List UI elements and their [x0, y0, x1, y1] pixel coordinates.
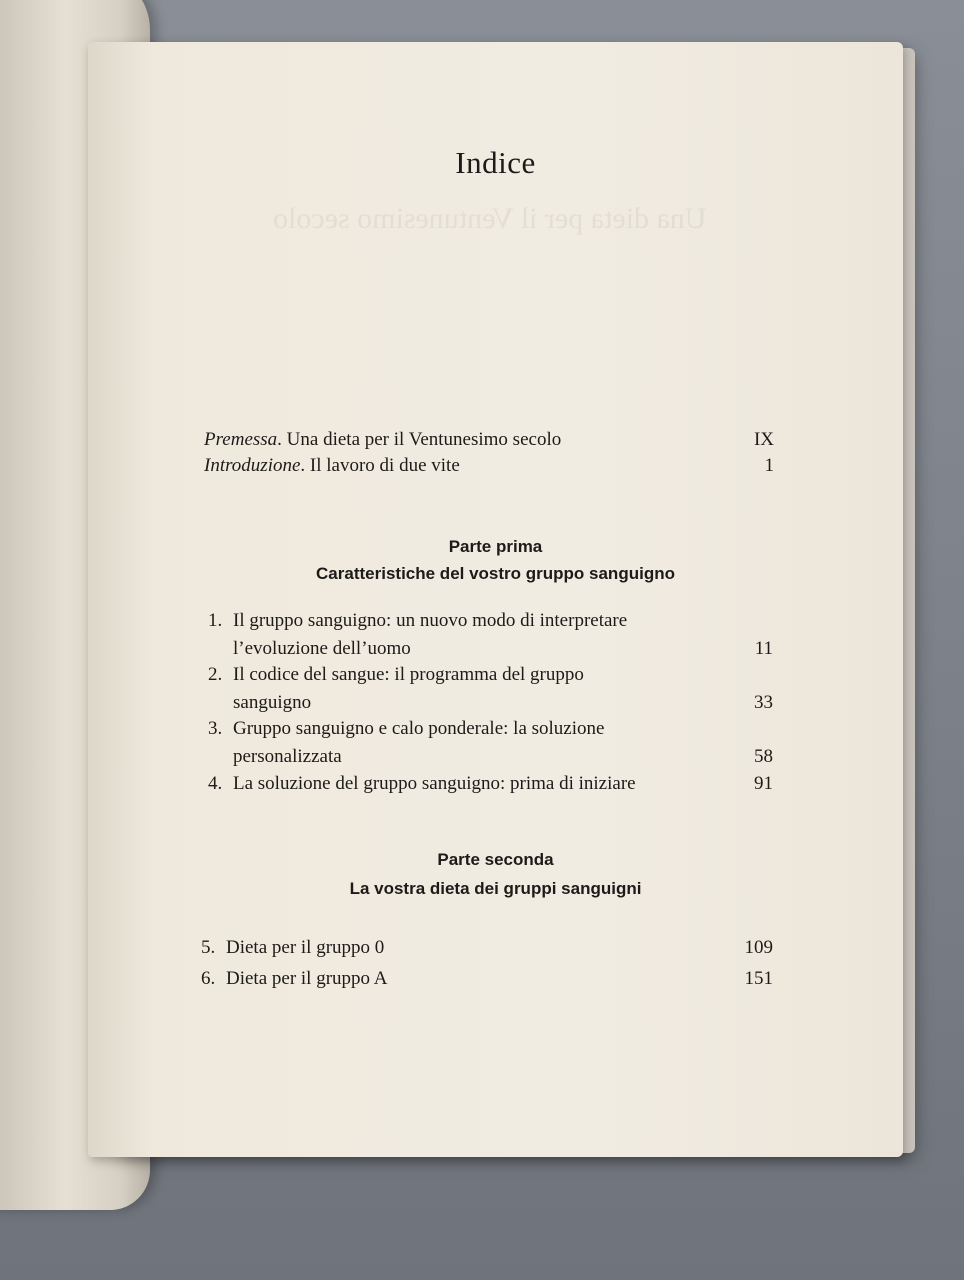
front-matter-entry [204, 453, 774, 479]
chapter-page: 58 [754, 746, 773, 767]
chapter-entry [201, 966, 773, 992]
chapter-entry [208, 716, 773, 770]
book-page [88, 42, 903, 1157]
part-heading: Parte prima [448, 537, 543, 556]
chapter-title: Dieta per il gruppo A [226, 968, 388, 989]
entry-label [204, 453, 460, 479]
entry-label [204, 427, 561, 453]
chapter-entry [208, 608, 773, 662]
chapter-title: Dieta per il gruppo 0 [226, 937, 385, 958]
part-subtitle: La vostra dieta dei gruppi sanguigni [349, 879, 642, 898]
chapter-entry [208, 662, 773, 716]
table-of-contents [88, 42, 903, 1157]
chapter-number: 2. [208, 664, 223, 685]
entry-italic: Introduzione [204, 455, 301, 476]
chapter-entry [201, 935, 773, 961]
chapter-number: 5. [201, 937, 216, 958]
chapter-title: Gruppo sanguigno e calo ponderale: la soluzione [233, 718, 605, 739]
chapter-number: 1. [208, 610, 223, 631]
chapter-number: 3. [208, 718, 223, 739]
entry-text: . Il lavoro di due vite [300, 455, 460, 476]
entry-italic: Premessa [204, 429, 278, 450]
entry-page: IX [753, 429, 774, 450]
chapter-title: Il codice del sangue: il programma del gruppo [233, 664, 584, 685]
front-matter-entry [204, 427, 774, 453]
entry-text: . Una dieta per il Ventunesimo secolo [277, 429, 562, 450]
entry-page: 1 [764, 455, 774, 476]
chapter-page: 11 [754, 638, 773, 659]
chapter-number: 4. [208, 773, 223, 794]
chapter-title: La soluzione del gruppo sanguigno: prima di iniziare [233, 773, 636, 794]
chapter-title-continued: personalizzata [233, 746, 342, 767]
part-heading: Parte seconda [437, 850, 554, 869]
show-through-text: Una dieta per il Ventunesimo secolo [273, 202, 707, 235]
chapter-page: 151 [744, 968, 773, 989]
chapter-title-continued: l’evoluzione dell’uomo [233, 638, 411, 659]
part-subtitle: Caratteristiche del vostro gruppo sanguigno [316, 564, 675, 583]
chapter-title: Il gruppo sanguigno: un nuovo modo di interpretare [233, 610, 628, 631]
chapter-page: 91 [754, 773, 773, 794]
chapter-entry [208, 771, 773, 797]
page-title: Indice [455, 145, 536, 180]
chapter-title-continued: sanguigno [233, 692, 312, 713]
chapter-page: 33 [754, 692, 773, 713]
chapter-page: 109 [744, 937, 773, 958]
chapter-number: 6. [201, 968, 216, 989]
